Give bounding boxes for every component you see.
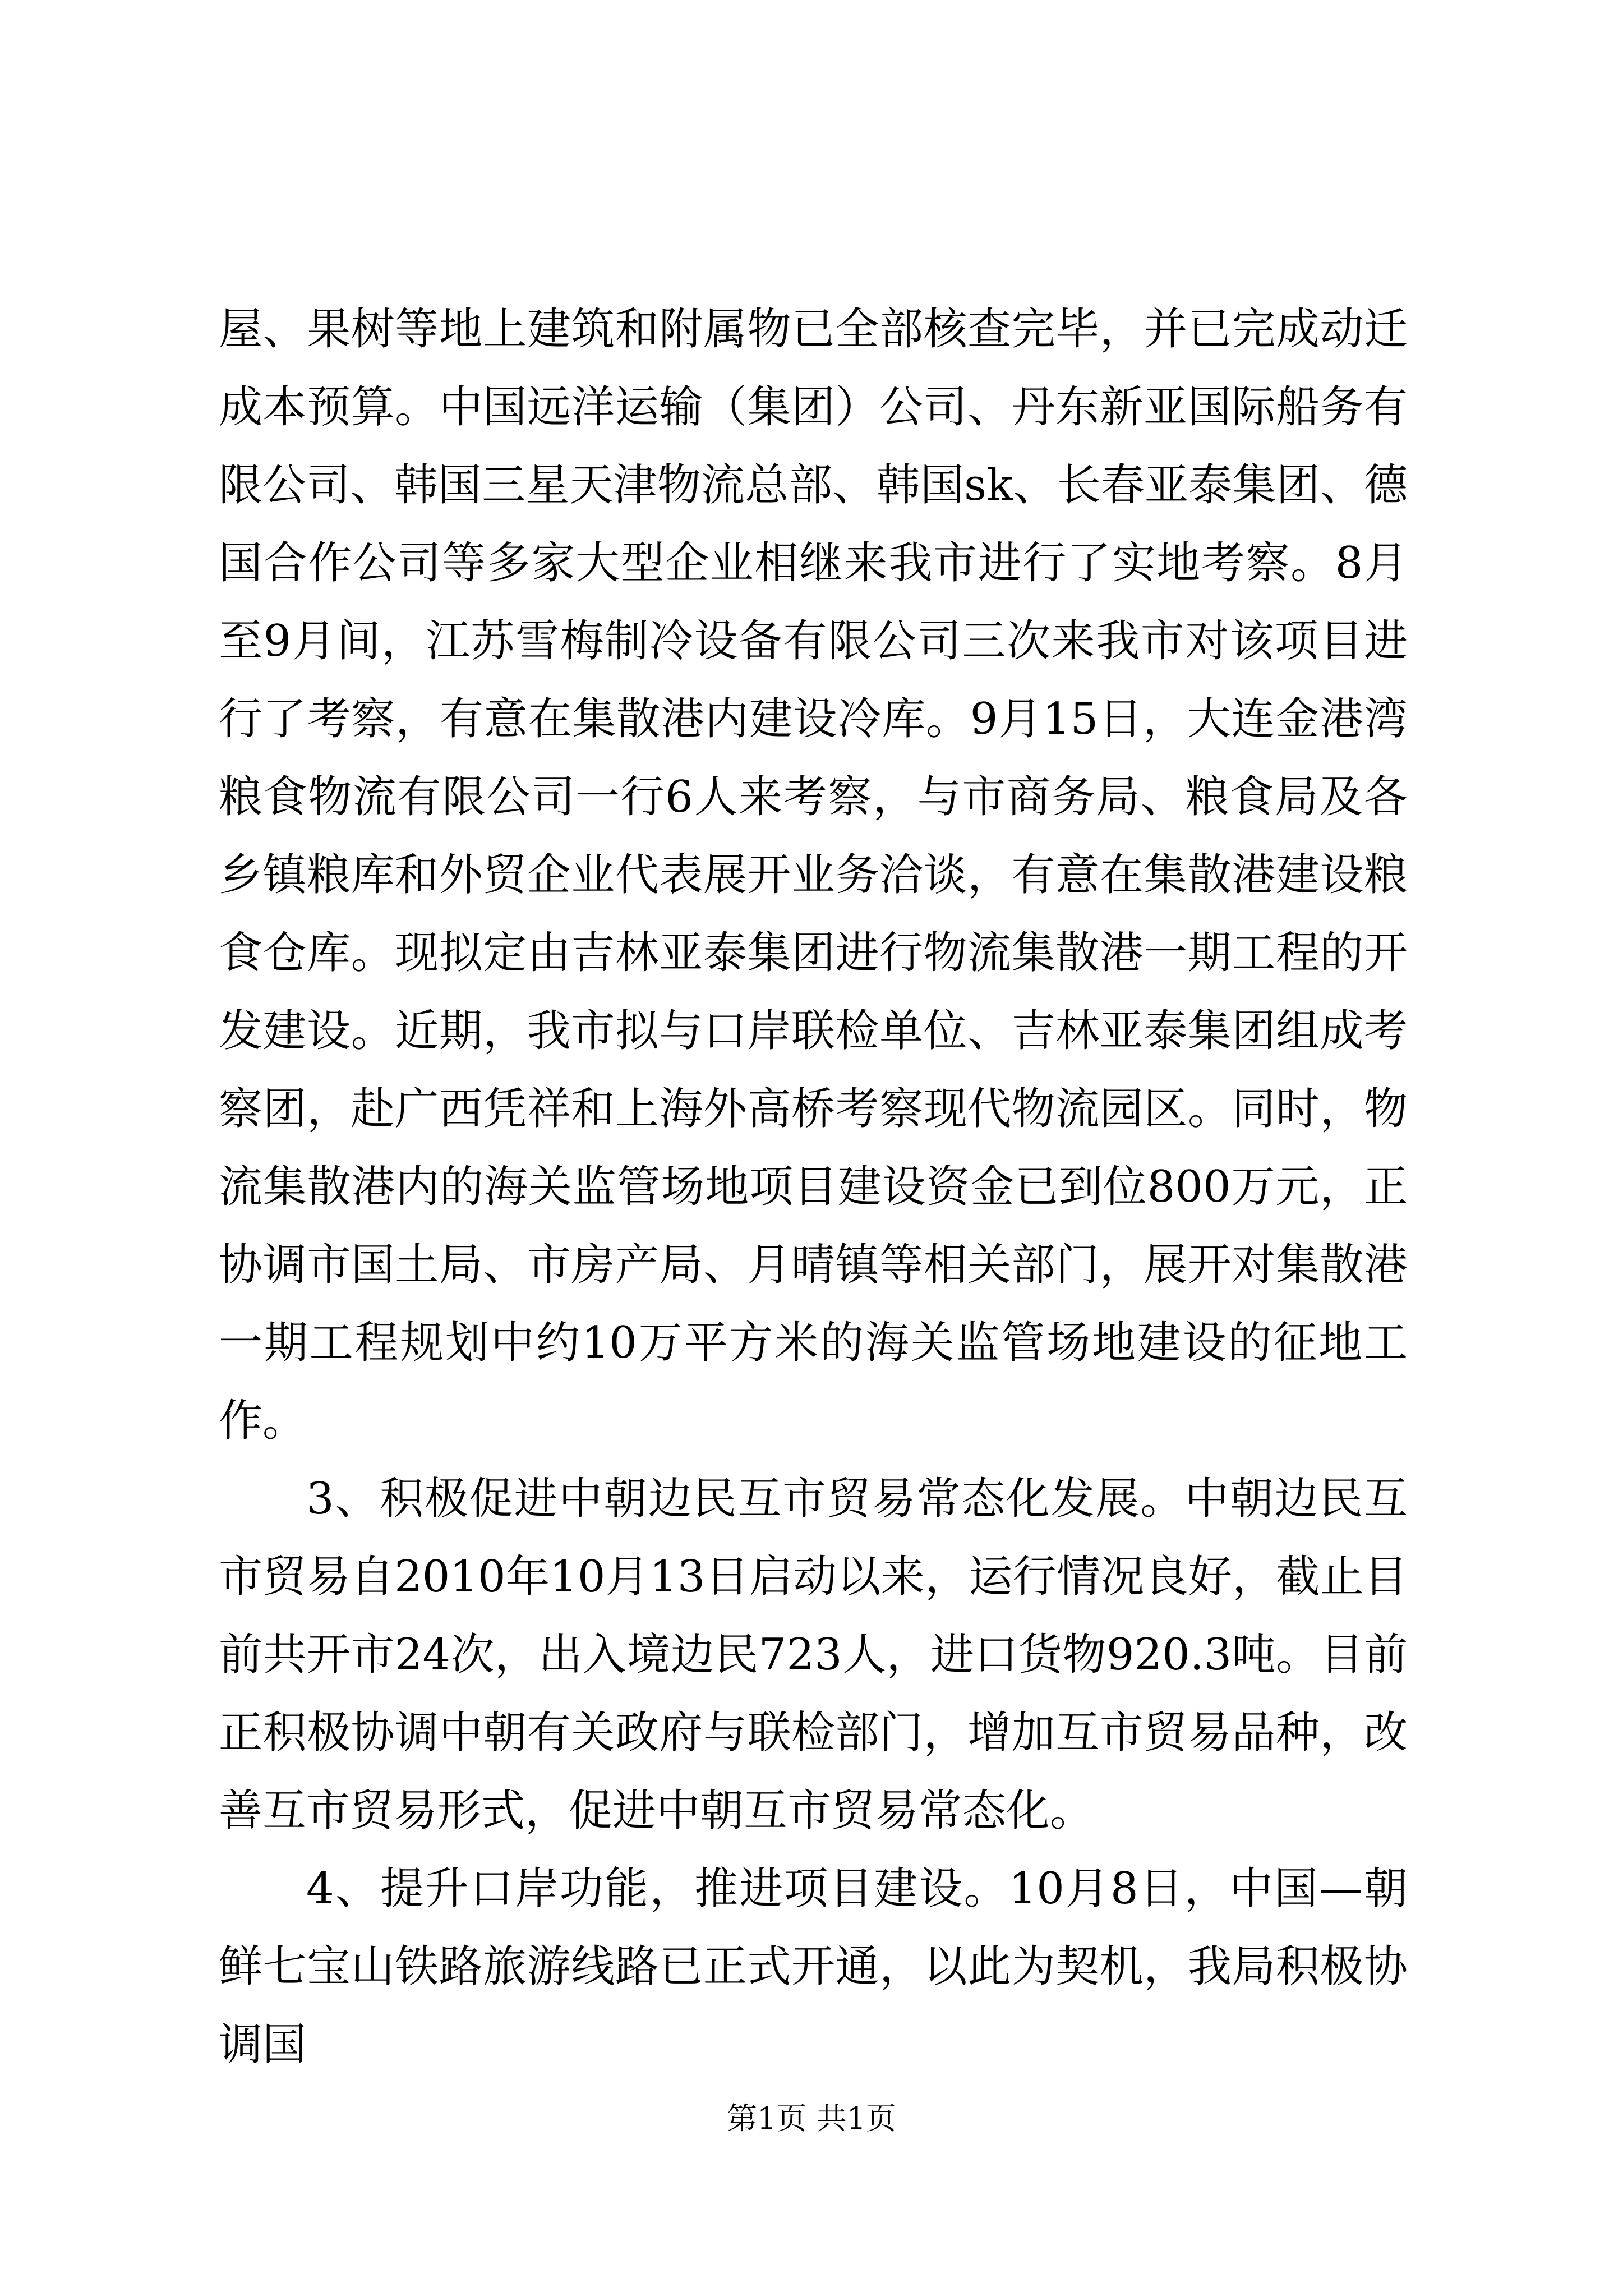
- page-footer: [0, 2099, 1623, 2138]
- document-body: [219, 291, 1408, 2084]
- paragraph-2: 3、积极促进中朝边民互市贸易常态化发展。中朝边民互市贸易自2010年10月13日启动以来，运行情况良好，截止目前共开市24次，出入境边民723人，进口货物920.3吨。目前正积极协调中朝有关政府与联检部门，增加互市贸易品种，改善互市贸易形式，促进中朝互市贸易常态化。: [219, 1474, 1408, 1836]
- paragraph-3: 4、提升口岸功能，推进项目建设。10月8日，中国—朝鲜七宝山铁路旅游线路已正式开通，以此为契机，我局积极协调国: [219, 1864, 1408, 2070]
- page-number-label: 第1页 共1页: [727, 2101, 896, 2136]
- paragraph-1: 屋、果树等地上建筑和附属物已全部核查完毕，并已完成动迁成本预算。中国远洋运输（集团）公司、丹东新亚国际船务有限公司、韩国三星天津物流总部、韩国sk、长春亚泰集团、德国合作公司等多家大型企业相继来我市进行了实地考察。8月至9月间，江苏雪梅制冷设备有限公司三次来我市对该项目进行了考察，有意在集散港内建设冷库。9月15日，大连金港湾粮食物流有限公司一行6人来考察，与市商务局、粮食局及各乡镇粮库和外贸企业代表展开业务洽谈，有意在集散港建设粮食仓库。现拟定由吉林亚泰集团进行物流集散港一期工程的开发建设。近期，我市拟与口岸联检单位、吉林亚泰集团组成考察团，赴广西凭祥和上海外高桥考察现代物流园区。同时，物流集散港内的海关监管场地项目建设资金已到位800万元，正协调市国土局、市房产局、月晴镇等相关部门，展开对集散港一期工程规划中约10万平方米的海关监管场地建设的征地工作。: [219, 304, 1408, 1446]
